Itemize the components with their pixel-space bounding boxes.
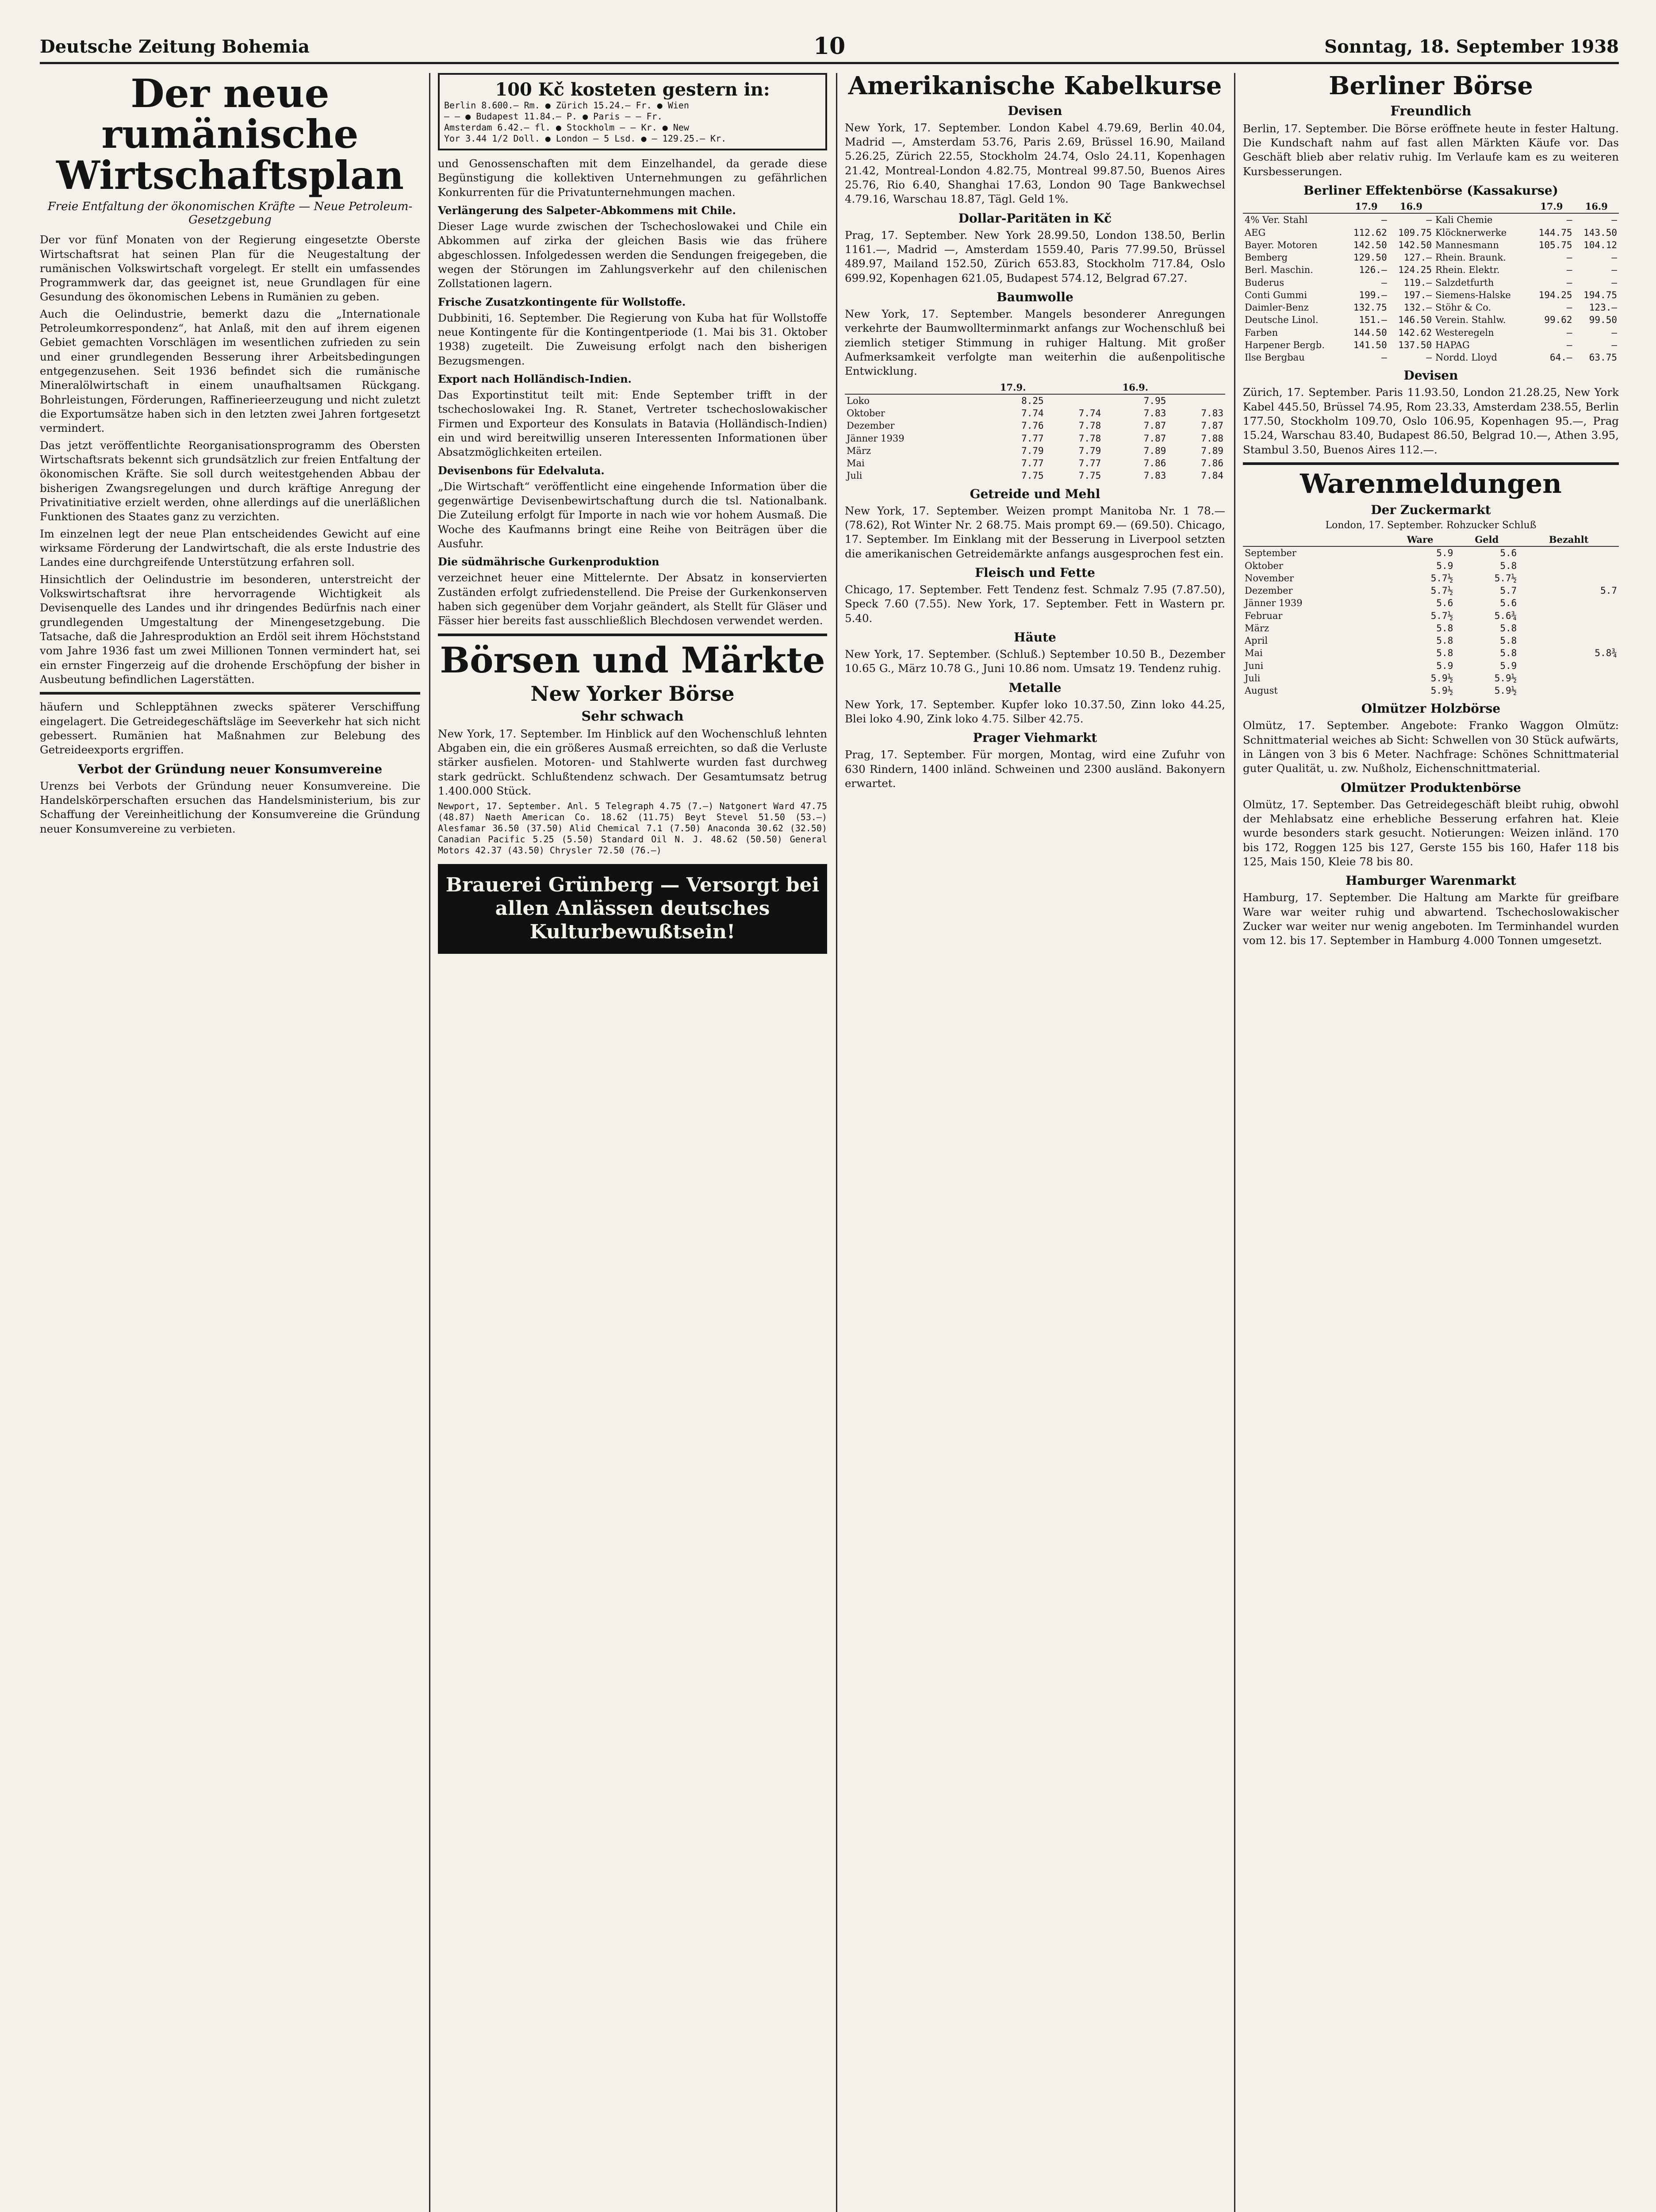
paragraph: Olmütz, 17. September. Angebote: Franko Waggon Olmütz: Schnittmaterial weiches ab Sicht: Schwellen von 30 Stück aufwärts, in Längen von 3 bis 6 Meter. Nachfrage: Schönes Schnittmaterial guter Qualität, u. zw. Nußholz, Eichenschnittmaterial. (1243, 719, 1619, 775)
table-row: Jänner 1939 7.77 7.78 7.87 7.88 (847, 433, 1223, 444)
nyse-subtitle: Sehr schwach (581, 708, 684, 724)
running-header (40, 31, 1619, 64)
column-cable-rates (845, 73, 1225, 2212)
paragraph: Berlin, 17. September. Die Börse eröffnete heute in fester Haltung. Die Kundschaft nahm auf fast allen Märkten Käufe vor. Das Geschäft blieb aber relativ ruhig. Im Verlaufe kam es zu weiteren Kursbesserungen. (1243, 122, 1619, 178)
rate-line: Berlin 8.600.— Rm. ● Zürich 15.24.— Fr. ● Wien (444, 100, 689, 111)
table-header-row: 17.9. 16.9. (845, 381, 1225, 394)
table-row: März 5.8 5.8 (1245, 622, 1517, 634)
table-row: 4% Ver. Stahl — — Kali Chemie — — (1245, 215, 1617, 226)
paragraph: New York, 17. September. Mangels besonderer Anregungen verkehrte der Baumwollterminmarkt anfangs zur Wochenschluß bei ziemlich stetiger Stimmung in ruhiger Haltung. Mit großer Aufmerksamkeit verfolgte man weiterhin die außenpolitische Entwicklung. (845, 307, 1225, 378)
table-row: Deutsche Linol. 151.— 146.50 Verein. Stahlw. 99.62 99.50 (1245, 315, 1617, 326)
goods-title: Warenmeldungen (1300, 469, 1562, 499)
section-heading: Verbot der Gründung neuer Konsumvereine (77, 761, 383, 776)
section-heading: Getreide und Mehl (970, 486, 1100, 501)
paragraph: Olmütz, 17. September. Das Getreidegeschäft bleibt ruhig, obwohl der Mehlabsatz eine erhebliche Besserung erfahren hat. Kleie wurde besonders stark gesucht. Notierungen: Weizen inländ. 170 bis 172, Roggen 125 bis 127, Gerste 155 bis 160, Hafer 118 bis 125, Mais 150, Kleie 78 bis 80. (1243, 798, 1619, 868)
stock-quotes: Newport, 17. September. Anl. 5 Telegraph 4.75 (7.—) Natgonert Ward 47.75 (48.87) Naeth American Co. 18.62 (11.75) Beyt Stevel 51.50 (53.—) Alesfamar 36.50 (37.50) Alid Chemical 7.1 (7.50) Anaconda 30.62 (32.50) Canadian Pacific 5.25 (5.50) Standard Oil N. J. 48.62 (50.50) General Motors 42.37 (43.50) Chrysler 72.50 (76.—) (438, 801, 827, 856)
advertisement-banner: Brauerei Grünberg — Versorgt bei allen Anlässen deutsches Kulturbewußtsein! (438, 864, 827, 953)
news-item: Frische Zusatzkontingente für Wollstoffe. Dubbiniti, 16. September. Die Regierung von Kuba hat für Wollstoffe neue Kontingente für die Kontingentperiode (1. Mai bis 31. Oktober 1938) zugeteilt. Die Zuweisung erfolgt nach den bisherigen Bezugsmengen. (438, 295, 827, 367)
table-row: September 5.9 5.6 (1245, 548, 1517, 559)
table-row: Harpener Bergb. 141.50 137.50 HAPAG — — (1245, 339, 1617, 350)
section-heading: Der Zuckermarkt (1371, 503, 1491, 517)
section-heading: Dollar-Paritäten in Kč (958, 211, 1112, 226)
table-row: Berl. Maschin. 126.— 124.25 Rhein. Elektr. — — (1245, 265, 1617, 276)
markets-title: Börsen und Märkte (440, 639, 825, 681)
nyse-title: New Yorker Börse (530, 681, 735, 706)
news-item: Export nach Holländisch-Indien. Das Exportinstitut teilt mit: Ende September trifft in der tschechoslowakei Ing. R. Stanet, Vertreter tschechoslowakischer Firmen und Exporteur des Konsulats in Batavia (Holländisch-Indien) ein und wird bereitwillig unseren Interessenten Informationen über Absatzmöglichkeiten erteilen. (438, 372, 827, 459)
box-title: 100 Kč kosteten gestern in: (495, 79, 770, 100)
paragraph: Chicago, 17. September. Fett Tendenz fest. Schmalz 7.95 (7.87.50), Speck 7.60 (7.55). New York, 17. September. Fett in Wastern pr. 5.40. (845, 583, 1225, 625)
paragraph: und Genossenschaften mit dem Einzelhandel, da gerade diese Begünstigung die kollektiven Unternehmungen zu gefährlichen Konkurrenten für die Privatunternehmungen machen. (438, 157, 827, 199)
paragraph: häufern und Schlepptähnen zwecks späterer Verschiffung eingelagert. Die Getreidegeschäftsläge im Seeverkehr hat sich nicht gebessert. Rumänien hat Maßnahmen zur Belebung des Getreideexports ergriffen. (40, 700, 420, 757)
table-row: Juli 5.9½ 5.9½ (1245, 672, 1517, 684)
rate-line: Amsterdam 6.42.— fl. ● Stockholm — — Kr. ● New (444, 122, 689, 133)
column-berlin-exchange (1243, 73, 1619, 2212)
section-title: Amerikanische Kabelkurse (848, 73, 1222, 100)
table-row: März 7.79 7.79 7.89 7.89 (847, 445, 1223, 456)
table-row: Februar 5.7½ 5.6¾ (1245, 610, 1517, 621)
column-rule (1234, 73, 1235, 2212)
table-row: Juli 7.75 7.75 7.83 7.84 (847, 470, 1223, 481)
table-header-row: Ware Geld Bezahlt (1243, 534, 1619, 546)
divider (438, 634, 827, 636)
paragraph: New York, 17. September. London Kabel 4.79.69, Berlin 40.04, Madrid —, Amsterdam 53.76, Paris 2.69, Brüssel 16.90, Mailand 5.26.25, Zürich 22.55, Stockholm 24.74, Oslo 24.11, Kopenhagen 21.42, Montreal-London 4.82.75, Montreal 99.87.50, Buenos Aires 25.76, Rio 6.40, Shanghai 17.63, London 90 Tage Bankwechsel 4.79.16, Warschau 18.87, Tägl. Geld 1%. (845, 121, 1225, 206)
paragraph: New York, 17. September. Weizen prompt Manitoba Nr. 1 78.— (78.62), Rot Winter Nr. 2 68.75. Mais prompt 69.— (69.50). Chicago, 17. September. Im Einklang mit der Besserung in Liverpool setzten die amerikanischen Getreidemärkte anfangs ausgesprochen fest ein. (845, 504, 1225, 560)
exchange-rate-box (438, 73, 827, 150)
table-row: AEG 112.62 109.75 Klöcknerwerke 144.75 143.50 (1245, 227, 1617, 238)
section-title: Berliner Börse (1329, 73, 1533, 100)
table-row: Oktober 7.74 7.74 7.83 7.83 (847, 408, 1223, 419)
column-rule (836, 73, 837, 2212)
page-number: 10 (813, 33, 846, 60)
divider (40, 692, 420, 695)
section-heading: Berliner Effektenbörse (Kassakurse) (1303, 183, 1558, 198)
paragraph: New York, 17. September. (Schluß.) September 10.50 B., Dezember 10.65 G., März 10.78 G., Juni 10.86 nom. Umsatz 19. Tendenz ruhig. (845, 648, 1225, 675)
paragraph: Prag, 17. September. New York 28.99.50, London 138.50, Berlin 1161.—, Madrid —, Amsterdam 1559.40, Paris 77.99.50, Brüssel 489.97, Mailand 152.50, Zürich 653.83, Stockholm 717.84, Oslo 699.92, Kopenhagen 621.05, Budapest 574.12, Belgrad 67.27. (845, 228, 1225, 284)
table-row: Buderus — 119.— Salzdetfurth — — (1245, 277, 1617, 288)
sugar-subtitle: London, 17. September. Rohzucker Schluß (1325, 520, 1537, 531)
section-heading: Fleisch und Fette (975, 565, 1095, 580)
table-row: Bemberg 129.50 127.— Rhein. Braunk. — — (1245, 252, 1617, 263)
rate-line: Yor 3.44 1/2 Doll. ● London — 5 Lsd. ● — 129.25.— Kr. (444, 133, 727, 144)
paragraph: Urenzs bei Verbots der Gründung neuer Konsumvereine. Die Handelskörperschaften ersuchen das Handelsministerium, bis zur Schaffung der Vereinheitlichung der Konsumvereine die Gründung neuer Konsumvereine zu verbieten. (40, 779, 420, 835)
table-row: Bayer. Motoren 142.50 142.50 Mannesmann 105.75 104.12 (1245, 239, 1617, 250)
divider (1243, 462, 1619, 465)
paragraph: New York, 17. September. Im Hinblick auf den Wochenschluß lehnten Abgaben ein, die ein größeres Ausmaß erreichten, so daß die Verluste stärker ausfielen. Motoren- und Stahlwerte wurden fast durchweg stark gedrückt. Schlußtendenz schwach. Der Gesamtumsatz betrug 1.400.000 Stück. (438, 727, 827, 798)
securities-table (1243, 200, 1619, 364)
issue-date: Sonntag, 18. September 1938 (1324, 36, 1619, 57)
section-heading: Prager Viehmarkt (973, 730, 1097, 745)
table-row: Dezember 7.76 7.78 7.87 7.87 (847, 420, 1223, 431)
paragraph: New York, 17. September. Kupfer loko 10.37.50, Zinn loko 44.25, Blei loko 4.90, Zink loko 4.75. Silber 42.75. (845, 698, 1225, 725)
table-row: April 5.8 5.8 (1245, 635, 1517, 646)
table-row: August 5.9½ 5.9½ (1245, 685, 1517, 696)
section-heading: Baumwolle (997, 290, 1073, 305)
table-header-row: 17.9 16.9 17.9 16.9 (1243, 200, 1619, 213)
paragraph: Hamburg, 17. September. Die Haltung am Markte für greifbare Ware war weiter ruhig und abwartend. Tschechoslowakischer Zucker war weiter nur wenig angeboten. Im Terminhandel wurden vom 12. bis 17. September in Hamburg 4.000 Tonnen umgesetzt. (1243, 891, 1619, 947)
cotton-table (845, 381, 1225, 482)
section-heading: Metalle (1008, 680, 1062, 695)
table-row: Daimler-Benz 132.75 132.— Stöhr & Co. — 123.— (1245, 302, 1617, 313)
article-title: Der neue rumänische Wirtschaftsplan (56, 73, 404, 198)
news-item: Verlängerung des Salpeter-Abkommens mit Chile. Dieser Lage wurde zwischen der Tschechoslowakei und Chile ein Abkommen auf zirka der gleichen Basis wie das frühere abgeschlossen. Infolgedessen werden die Sendungen freigegeben, die wegen der Störungen im Zahlungsverkehr auf den chilenischen Zollstationen lagern. (438, 204, 827, 290)
section-heading: Olmützer Holzbörse (1361, 701, 1501, 716)
paragraph: Der vor fünf Monaten von der Regierung eingesetzte Oberste Wirtschaftsrat hat seinen Plan für die Neugestaltung der rumänischen Volkswirtschaft vorgelegt. Er stellt ein umfassendes Programmwerk dar, das geeignet ist, neue Grundlagen für eine Gesundung des ökonomischen Lebens in Rumänien zu geben. (40, 233, 420, 303)
table-row: Juni 5.9 5.9 (1245, 660, 1517, 671)
paragraph: Auch die Oelindustrie, bemerkt dazu die „Internationale Petroleumkorrespondenz“, hat Anlaß, mit den auf ihrem eigenen Gebiet gemachten Vorschlägen im wesentlichen zufrieden zu sein und einer grundlegenden Besserung ihrer Arbeitsbedingungen entgegenzusehen. Seit 1936 befindet sich die rumänische Mineralölwirtschaft in einem unaufhaltsamen Rückgang. Bohrleistungen, Förderungen, Raffinerieerzeugung und nicht zuletzt die Exportumsätze haben sich in den letzten zwei Jahren fortgesetzt vermindert. (40, 307, 420, 435)
table-row: Mai 7.77 7.77 7.86 7.86 (847, 458, 1223, 469)
news-item: Devisenbons für Edelvaluta. „Die Wirtschaft“ veröffentlicht eine eingehende Information über die gegenwärtige Devisenbewirtschaftung durch die tsl. Nationalbank. Die Zuteilung erfolgt für Importe in nach wie vor hohem Ausmaß. Die Woche des Kaufmanns bringt eine Reihe von Beiträgen über die Ausfuhr. (438, 464, 827, 550)
table-row: Jänner 1939 5.6 5.6 (1245, 598, 1517, 609)
paragraph: Im einzelnen legt der neue Plan entscheidendes Gewicht auf eine wirksame Förderung der Landwirtschaft, die als erste Industrie des Landes eine durchgreifende Unterstützung erfahren soll. (40, 527, 420, 569)
section-subtitle: Freundlich (1390, 103, 1472, 119)
paragraph: Zürich, 17. September. Paris 11.93.50, London 21.28.25, New York Kabel 445.50, Brüssel 74.95, Rom 23.33, Amsterdam 238.55, Berlin 177.50, Stockholm 109.70, Oslo 106.95, Kopenhagen 95.—, Prag 15.24, Warschau 83.40, Budapest 86.50, Belgrad 10.—, Athen 3.95, Stambul 3.50, Buenos Aires 112.—. (1243, 386, 1619, 456)
column-rule (429, 73, 430, 2212)
section-heading: Hamburger Warenmarkt (1346, 873, 1516, 888)
section-heading: Olmützer Produktenbörse (1341, 780, 1521, 795)
table-row: Dezember 5.7½ 5.7 5.7 (1245, 585, 1617, 596)
newspaper-page (40, 31, 1619, 2212)
rate-line: — — ● Budapest 11.84.— P. ● Paris — — Fr. (444, 111, 663, 122)
article-subtitle: Freie Entfaltung der ökonomischen Kräfte — Neue Petroleum-Gesetzgebung (47, 200, 413, 227)
paper-name: Deutsche Zeitung Bohemia (40, 36, 310, 57)
sugar-table (1243, 534, 1619, 697)
paragraph: Hinsichtlich der Oelindustrie im besonderen, unterstreicht der Volkswirtschaftsrat ihre hervorragende Wichtigkeit als Devisenquelle des Landes und ihr dringendes Bedürfnis nach einer grundlegenden Umgestaltung der Minengesetzgebung. Die Tatsache, daß die Jahresproduktion an Erdöl seit ihrem Höchststand vom Jahre 1936 fast um zwei Millionen Tonnen vermindert hat, sei ein ernster Fingerzeig auf die drohende Erschöpfung der bisher in Ausbeutung befindlichen Lagerstätten. (40, 572, 420, 686)
column-economy-plan (40, 73, 420, 2212)
table-row: Oktober 5.9 5.8 (1245, 560, 1517, 571)
table-row: November 5.7½ 5.7½ (1245, 572, 1517, 584)
paragraph: Prag, 17. September. Für morgen, Montag, wird eine Zufuhr von 630 Rindern, 1400 inländ. Schweinen und 2300 ausländ. Bakonyern erwartet. (845, 748, 1225, 790)
section-heading: Devisen (1403, 368, 1458, 383)
table-row: Farben 144.50 142.62 Westeregeln — — (1245, 327, 1617, 338)
section-heading: Devisen (1008, 103, 1062, 118)
table-row: Conti Gummi 199.— 197.— Siemens-Halske 194.25 194.75 (1245, 289, 1617, 300)
table-row: Ilse Bergbau — — Nordd. Lloyd 64.— 63.75 (1245, 352, 1617, 363)
column-trade-news (438, 73, 827, 2212)
table-row: Loko 8.25 7.95 (847, 395, 1166, 406)
paragraph: Das jetzt veröffentlichte Reorganisationsprogramm des Obersten Wirtschaftsrats bekennt sich grundsätzlich zur freien Entfaltung der ökonomischen Kräfte. Sie soll durch weitestgehenden Abbau der bisherigen Zwangsregelungen und durch kräftige Anregung der Privatinitiative erzielt werden, ohne allerdings auf die unerläßlichen Funktionen des Staates ganz zu verzichten. (40, 438, 420, 523)
section-heading: Häute (1014, 630, 1056, 645)
table-row: Mai 5.8 5.8 5.8¾ (1245, 648, 1617, 659)
news-item: Die südmährische Gurkenproduktion verzeichnet heuer eine Mittelernte. Der Absatz in konservierten Zuständen erfolgt zufriedenstellend. Die Preise der Gurkenkonserven haben sich gegenüber dem Vorjahr geändert, als Stellt für Gläser und Fässer hier bereits fast ausschließlich Blechdosen verwendet werden. (438, 555, 827, 627)
